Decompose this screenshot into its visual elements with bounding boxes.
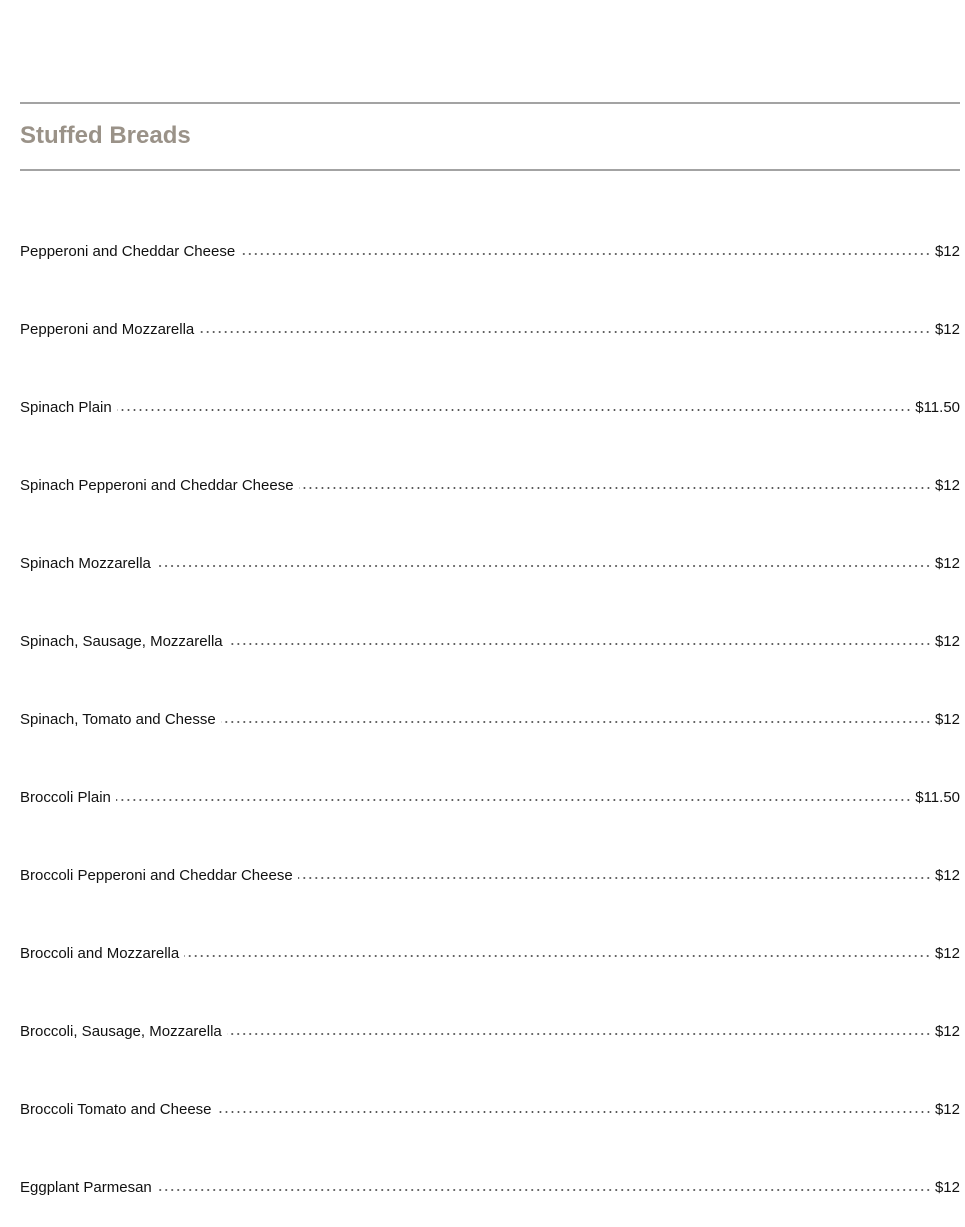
section-bottom-divider	[20, 169, 960, 171]
dot-leader	[117, 408, 912, 412]
dot-leader	[227, 1032, 931, 1036]
menu-item	[20, 554, 960, 574]
menu-item	[20, 398, 960, 418]
menu-item-price: $12	[934, 867, 960, 884]
menu-item	[20, 944, 960, 964]
menu-item-price: $12	[934, 1101, 960, 1118]
menu-item-price: $12	[934, 633, 960, 650]
dot-leader	[184, 954, 931, 958]
menu-item-name: Spinach, Sausage, Mozzarella	[20, 633, 223, 650]
menu-item-name: Spinach, Tomato and Chesse	[20, 711, 216, 728]
menu-item-name: Pepperoni and Mozzarella	[20, 321, 195, 338]
menu-item-name: Broccoli, Sausage, Mozzarella	[20, 1023, 222, 1040]
menu-item-name: Broccoli Tomato and Cheese	[20, 1101, 212, 1118]
section-top-divider	[20, 102, 960, 104]
menu-item-price: $11.50	[915, 399, 960, 416]
menu-item-price: $12	[934, 477, 960, 494]
menu-item-price: $12	[934, 945, 960, 962]
dot-leader	[157, 1188, 931, 1192]
dot-leader	[228, 642, 931, 646]
menu-item	[20, 710, 960, 730]
menu-item-price: $12	[934, 1023, 960, 1040]
menu-item	[20, 632, 960, 652]
dot-leader	[116, 798, 911, 802]
menu-item	[20, 320, 960, 340]
menu-item-name: Eggplant Parmesan	[20, 1179, 152, 1196]
menu-item	[20, 242, 960, 262]
dot-leader	[199, 330, 931, 334]
dot-leader	[298, 876, 931, 880]
menu-item-price: $12	[934, 711, 960, 728]
dot-leader	[217, 1110, 931, 1114]
menu-item	[20, 1022, 960, 1042]
dot-leader	[221, 720, 931, 724]
menu-item-name: Broccoli Pepperoni and Cheddar Cheese	[20, 867, 293, 884]
menu-item-price: $12	[934, 321, 960, 338]
dot-leader	[299, 486, 931, 490]
menu-item	[20, 1100, 960, 1120]
dot-leader	[156, 564, 931, 568]
menu-item-price: $12	[934, 1179, 960, 1196]
menu-item-price: $12	[934, 243, 960, 260]
menu-item-name: Broccoli and Mozzarella	[20, 945, 180, 962]
menu-item-name: Spinach Pepperoni and Cheddar Cheese	[20, 477, 294, 494]
menu-item	[20, 476, 960, 496]
menu-item-price: $12	[934, 555, 960, 572]
menu-item-name: Broccoli Plain	[20, 789, 111, 806]
menu-item-price: $11.50	[915, 789, 960, 806]
menu-item	[20, 1178, 960, 1198]
menu-item-name: Spinach Mozzarella	[20, 555, 151, 572]
menu-item	[20, 866, 960, 886]
menu-item	[20, 788, 960, 808]
section-title: Stuffed Breads	[20, 122, 191, 149]
menu-item-name: Spinach Plain	[20, 399, 112, 416]
menu-item-name: Pepperoni and Cheddar Cheese	[20, 243, 236, 260]
dot-leader	[240, 252, 931, 256]
